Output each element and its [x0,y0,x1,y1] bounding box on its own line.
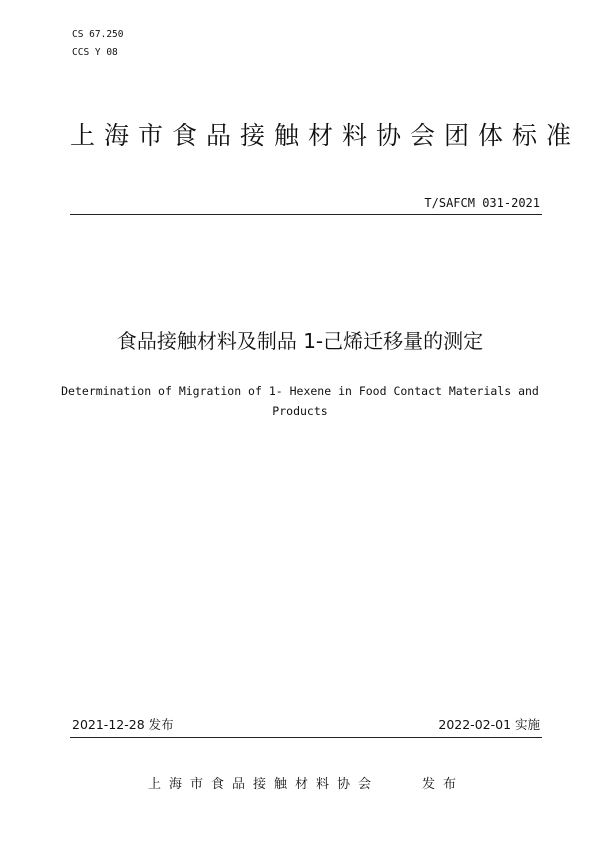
footer-divider [70,737,542,738]
issue-date: 2021-12-28 发布 [72,717,174,732]
title-english: Determination of Migration of 1- Hexene in Food Contact Materials and Products [61,384,539,418]
header-divider [70,214,542,215]
ics-code: CS 67.250 [72,29,124,40]
organization-title: 上海市食品接触材料协会团体标准 [70,121,581,150]
publisher-name: 上海市食品接触材料协会 [148,777,380,792]
standard-number: T/SAFCM 031-2021 [424,196,540,210]
implementation-date: 2022-02-01 实施 [438,717,540,732]
title-chinese: 食品接触材料及制品 1-己烯迁移量的测定 [116,329,484,353]
publisher-action: 发布 [422,777,465,792]
ccs-code: CCS Y 08 [72,47,118,58]
